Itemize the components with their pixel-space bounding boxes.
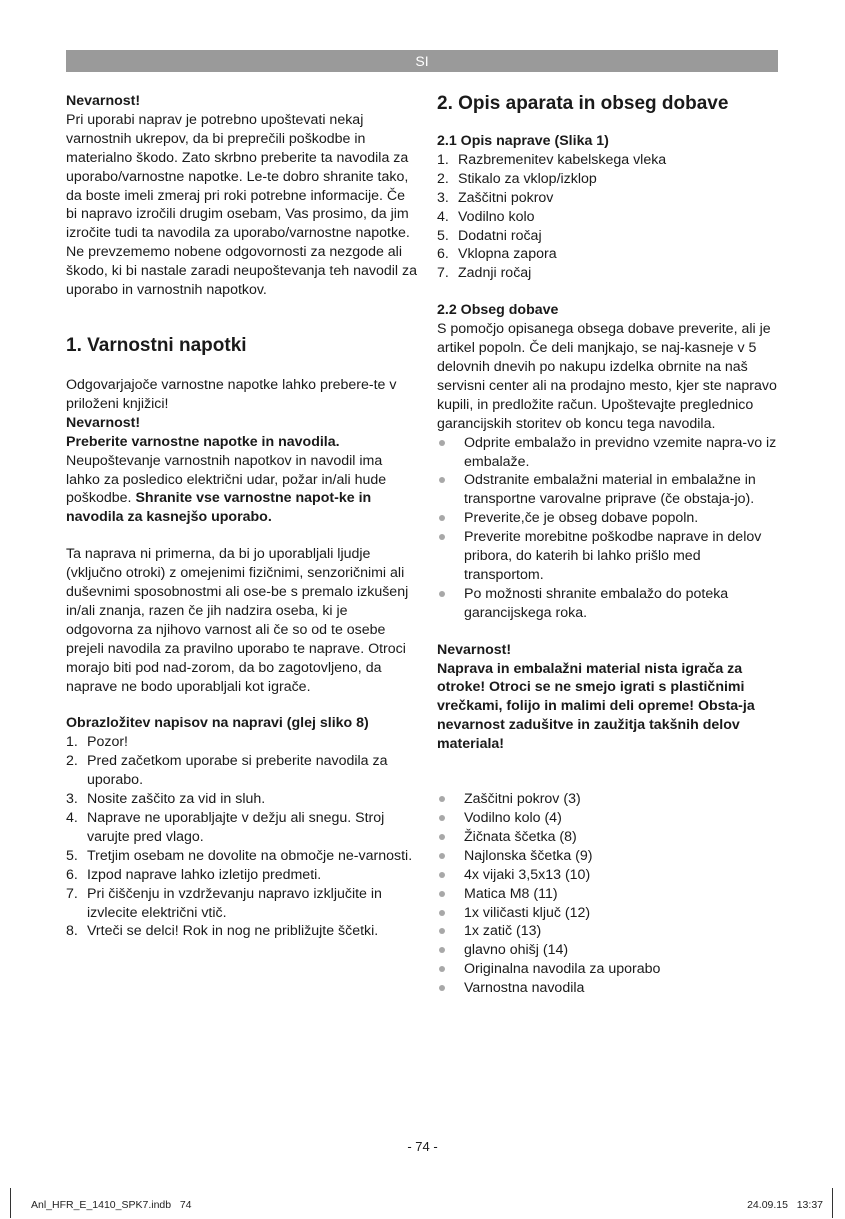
list-item [437, 227, 782, 246]
warning-read-instructions: Preberite varnostne napotke in navodila. [66, 433, 340, 450]
item-number: 2. [66, 753, 78, 770]
section-2-heading: 2. Opis aparata in obseg dobave [437, 93, 729, 114]
labels-list [66, 733, 418, 941]
subsection-2-1-heading: 2.1 Opis naprave (Slika 1) [437, 133, 609, 149]
item-text: Zadnji ročaj [458, 265, 532, 282]
list-item: glavno ohišj (14) [437, 941, 782, 960]
item-text: Stikalo za vklop/izklop [458, 170, 597, 187]
list-item: Originalna navodila za uporabo [437, 960, 782, 979]
list-item [437, 170, 782, 189]
list-item [66, 809, 418, 847]
language-header-bar [66, 50, 778, 72]
item-text: Dodatni ročaj [458, 227, 542, 244]
item-text: Pozor! [87, 734, 129, 751]
item-text: Nosite zaščito za vid in sluh. [87, 791, 266, 808]
list-item [437, 245, 782, 264]
footer-file-text: Anl_HFR_E_1410_SPK7.indb 74 [31, 1199, 192, 1211]
delivery-scope-text: S pomočjo opisanega obsega dobave preverite, ali je artikel popoln. Če deli manjkajo, se naj-kasneje v 5 delovnih dnevih po nakupu izdelka obrnite na naš servisni center ali na prodajno mesto, kjer ste napravo kupili, in predložite račun. Upoštevajte preglednico garancijskih storitev ob koncu tega navodila. [437, 321, 777, 432]
item-number: 7. [66, 885, 78, 902]
warning-text: Pri uporabi naprav je potrebno upoštevati nekaj varnostnih ukrepov, da bi preprečili poškodbe in materialno škodo. Zato skrbno preberite ta navodila za uporabo/varnostne napotke. Le-te dobro shranite tako, da boste imeli zmeraj pri roki potrebne informacije. Če bi napravo izročili drugim osebam, Vas prosimo, da jim izročite tudi ta navodila za uporabo/varnostne napotke. Ne prevzememo nobene odgovornosti za nezgode ali škodo, ki bi nastale zaradi neupoštevanja teh navodil za uporabo in varnostnih napotkov. [66, 111, 417, 299]
warning-keep-instructions: Shranite vse varnostne napot-ke in navodila za kasnejšo uporabo. [66, 490, 372, 526]
item-text: Naprave ne uporabljajte v dežju ali snegu. Stroj varujte pred vlago. [87, 810, 385, 845]
list-item [437, 208, 782, 227]
item-number: 2. [437, 170, 449, 187]
list-item: 4x vijaki 3,5x13 (10) [437, 866, 782, 885]
item-number: 3. [66, 791, 78, 808]
list-item: Odprite embalažo in previdno vzemite napra-vo iz embalaže. [437, 434, 782, 472]
page-number: - 74 - [407, 1139, 438, 1154]
footer-datetime [747, 1196, 823, 1215]
list-item: Žičnata ščetka (8) [437, 828, 782, 847]
item-number: 5. [66, 847, 78, 864]
list-item [437, 189, 782, 208]
item-number: 8. [66, 923, 78, 940]
list-item: Matica M8 (11) [437, 885, 782, 904]
list-item [66, 790, 418, 809]
section-1-heading: 1. Varnostni napotki [66, 334, 247, 356]
item-number: 1. [66, 734, 78, 751]
crop-mark-left [10, 1188, 11, 1218]
list-item [66, 866, 418, 885]
item-text: Razbremenitev kabelskega vleka [458, 151, 667, 168]
item-number: 4. [437, 208, 449, 225]
list-item: 1x viličasti ključ (12) [437, 904, 782, 923]
list-item: Vodilno kolo (4) [437, 809, 782, 828]
list-item: Varnostna navodila [437, 979, 782, 998]
left-column [66, 92, 418, 941]
unpacking-steps-list [437, 434, 782, 623]
footer-filename [31, 1196, 192, 1215]
list-item: Zaščitni pokrov (3) [437, 790, 782, 809]
subsection-2-2-heading: 2.2 Obseg dobave [437, 302, 559, 319]
item-number: 3. [437, 189, 449, 206]
item-text: Pred začetkom uporabe si preberite navodila za uporabo. [87, 753, 388, 789]
warning-text-2 [66, 452, 418, 528]
item-text: Zaščitni pokrov [458, 189, 554, 206]
list-item [437, 151, 782, 170]
list-item: Preverite morebitne poškodbe naprave in delov pribora, do katerih bi lahko prišlo med transportom. [437, 528, 782, 585]
list-item [66, 733, 418, 752]
item-text: Pri čiščenju in vzdrževanju napravo izključite in izvlecite električni vtič. [87, 885, 382, 921]
children-notice: Ta naprava ni primerna, da bi jo uporabljali ljudje (vključno otroki) z omejenimi fizičnimi, senzoričnimi ali duševnimi sposobnostmi ali ose-be s premalo izkušenj in/ali znanja, razen če jih nadzira oseba, ki je odgovorna za njihovo varnost ali če so od te osebe prejeli navodila za pravilno uporabo te naprave. Otroci morajo biti pod nad-zorom, da bo zagotovljeno, da naprave ne bodo uporabljali kot igrače. [66, 546, 409, 695]
language-code: SI [415, 53, 429, 69]
list-item [66, 885, 418, 923]
list-item: Odstranite embalažni material in embalažne in transportne varovalne priprave (če obstaja-jo). [437, 471, 782, 509]
item-text: Izpod naprave lahko izletijo predmeti. [87, 866, 322, 883]
warning-consequences: Neupoštevanje varnostnih napotkov in navodil ima lahko za posledico električni udar, požar in/ali hude poškodbe. [66, 452, 387, 507]
item-number: 6. [66, 866, 78, 883]
warning-title-3: Nevarnost! [437, 641, 512, 658]
item-number: 4. [66, 810, 78, 826]
crop-mark-right [832, 1188, 833, 1218]
list-item: 1x zatič (13) [437, 922, 782, 941]
warning-title: Nevarnost! [66, 93, 141, 109]
list-item [437, 264, 782, 283]
item-text: Tretjim osebam ne dovolite na območje ne-varnosti. [87, 847, 413, 864]
list-item: Po možnosti shranite embalažo do poteka garancijskega roka. [437, 585, 782, 623]
packaging-warning: Naprava in embalažni material nista igrača za otroke! Otroci se ne smejo igrati s plastičnimi vrečkami, folijo in malimi deli opreme! Obsta-ja nevarnost zadušitve in zaužitja takšnih delov materiala! [437, 660, 755, 753]
item-text: Vklopna zapora [458, 246, 557, 263]
item-text: Vodilno kolo [458, 208, 535, 225]
list-item [66, 922, 418, 941]
item-number: 7. [437, 265, 449, 282]
item-number: 5. [437, 227, 449, 244]
list-item: Najlonska ščetka (9) [437, 847, 782, 866]
right-column [437, 92, 782, 998]
labels-heading: Obrazložitev napisov na napravi (glej sliko 8) [66, 715, 369, 732]
list-item [66, 752, 418, 790]
list-item [66, 847, 418, 866]
footer-datetime-text: 24.09.15 13:37 [747, 1199, 823, 1211]
item-number: 6. [437, 246, 449, 263]
section-1-intro: Odgovarjajoče varnostne napotke lahko prebere-te v priloženi knjižici! [66, 376, 397, 412]
delivery-contents-list [437, 790, 782, 998]
list-item: Preverite,če je obseg dobave popoln. [437, 509, 782, 528]
item-text: Vrteči se delci! Rok in nog ne približujte ščetki. [87, 923, 379, 940]
device-parts-list [437, 151, 782, 283]
warning-title-2: Nevarnost! [66, 414, 141, 431]
item-number: 1. [437, 151, 449, 168]
